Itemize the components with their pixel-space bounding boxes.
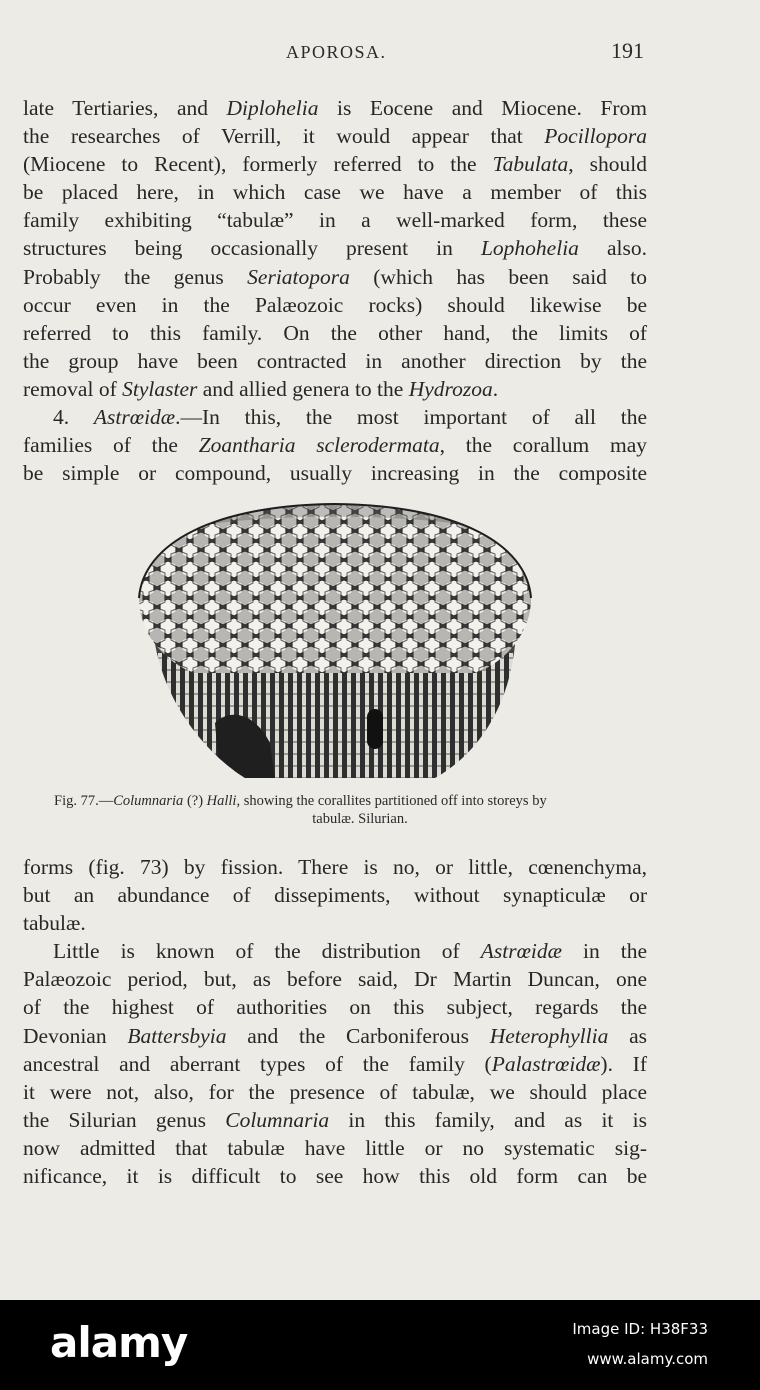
- italic-text: Halli: [206, 793, 237, 809]
- text-run: 4.: [53, 405, 94, 430]
- italic-text: Hydrozoa: [408, 376, 493, 401]
- italic-text: Stylaster: [122, 376, 198, 401]
- text-run: nificance, it is difficult to see how this old form can be: [23, 1164, 647, 1189]
- caption-line-2: [40, 810, 680, 828]
- italic-text: Tabulata: [492, 152, 569, 177]
- text-run: .: [492, 376, 499, 401]
- text-line: [23, 431, 647, 459]
- text-run: the group have been contracted in another direction by the: [23, 348, 647, 373]
- site-url-label: www.alamy.com: [587, 1350, 708, 1368]
- paragraph-block-bottom: [23, 853, 647, 1190]
- text-run: .—In this, the most important of all the: [175, 405, 647, 430]
- italic-text: Diplohelia: [226, 96, 319, 120]
- text-run: now admitted that tabulæ have little or no systematic sig-: [23, 1135, 647, 1160]
- text-run: family exhibiting “tabulæ” in a well-marked form, these: [23, 208, 647, 233]
- text-run: in this family, and as it is: [329, 1107, 647, 1132]
- text-line: [23, 881, 647, 909]
- text-run: Probably the genus: [23, 264, 248, 289]
- stock-watermark-bar: [0, 1300, 760, 1390]
- italic-text: Zoantharia sclerodermata: [198, 433, 440, 458]
- text-run: ). If: [600, 1051, 647, 1076]
- italic-text: Seriatopora: [247, 264, 350, 289]
- text-run: be placed here, in which case we have a member of this: [23, 180, 647, 205]
- italic-text: Palastrœidæ: [491, 1051, 601, 1076]
- running-head: APOROSA.: [286, 42, 387, 62]
- text-run: of the highest of authorities on this subject, regards the: [23, 995, 647, 1020]
- text-line: [23, 234, 647, 262]
- text-line: [23, 375, 647, 403]
- text-run: and the Carboniferous: [226, 1023, 490, 1048]
- text-line: [23, 965, 647, 993]
- text-run: (which has been said to: [349, 264, 648, 289]
- paragraph-block-top: [23, 94, 647, 487]
- text-run: , the corallum may: [439, 433, 647, 458]
- text-line: [23, 1022, 647, 1050]
- text-run: families of the: [23, 433, 199, 458]
- figure-caption: [40, 792, 680, 828]
- coral-illustration: [135, 503, 535, 783]
- text-run: in the: [561, 939, 647, 964]
- text-line: [23, 291, 647, 319]
- italic-text: Astrœidæ: [93, 405, 176, 430]
- text-run: occur even in the Palæozoic rocks) should likewise be: [23, 292, 647, 317]
- text-line: [23, 853, 647, 881]
- italic-text: Astrœidæ: [480, 939, 562, 964]
- text-run: and allied genera to the: [197, 376, 409, 401]
- italic-text: Battersbyia: [127, 1023, 227, 1048]
- text-run: structures being occasionally present in: [23, 236, 481, 261]
- text-line: [23, 178, 647, 206]
- text-run: , should: [568, 152, 648, 177]
- text-line: [23, 403, 647, 431]
- italic-text: Columnaria: [225, 1107, 330, 1132]
- text-run: is Eocene and Miocene. From: [318, 96, 647, 120]
- text-run: referred to this family. On the other hand, the limits of: [23, 320, 647, 345]
- text-run: (Miocene to Recent), formerly referred to the: [23, 152, 493, 177]
- text-line: [23, 993, 647, 1021]
- text-run: as: [608, 1023, 647, 1048]
- text-run: ancestral and aberrant types of the family (: [23, 1051, 492, 1076]
- text-line: [23, 94, 647, 122]
- text-line: [23, 319, 647, 347]
- text-run: the researches of Verrill, it would appear that: [23, 124, 545, 149]
- text-line: [23, 1106, 647, 1134]
- text-run: Devonian: [23, 1023, 128, 1048]
- text-line: [23, 122, 647, 150]
- text-line: [23, 1078, 647, 1106]
- text-run: tabulæ.: [23, 911, 86, 936]
- italic-text: Heterophyllia: [489, 1023, 609, 1048]
- text-run: Little is known of the distribution of: [53, 939, 481, 964]
- text-run: late Tertiaries, and: [23, 96, 227, 120]
- text-run: but an abundance of dissepiments, without synapticulæ or: [23, 883, 647, 908]
- text-run: removal of: [23, 376, 123, 401]
- page-header: [0, 38, 760, 68]
- text-line: [23, 263, 647, 291]
- alamy-logo: alamy: [50, 1318, 188, 1367]
- text-run: also.: [578, 236, 647, 261]
- text-line: [23, 1134, 647, 1162]
- text-line: [23, 937, 647, 965]
- text-line: [23, 150, 647, 178]
- text-run: (?): [183, 793, 207, 809]
- text-run: it were not, also, for the presence of tabulæ, we should place: [23, 1079, 647, 1104]
- text-line: [23, 1050, 647, 1078]
- text-run: the Silurian genus: [23, 1107, 226, 1132]
- text-line: [23, 1162, 647, 1190]
- text-line: [23, 459, 647, 487]
- text-run: , showing the corallites partitioned off into storeys by: [236, 793, 547, 809]
- italic-text: Pocillopora: [544, 124, 647, 149]
- text-line: [23, 206, 647, 234]
- italic-text: Columnaria: [113, 793, 184, 809]
- text-line: [23, 909, 647, 937]
- text-run: tabulæ. Silurian.: [312, 811, 408, 827]
- text-run: Palæozoic period, but, as before said, Dr Martin Duncan, one: [23, 967, 647, 992]
- image-id-label: Image ID: H38F33: [572, 1320, 708, 1338]
- text-run: Fig. 77.—: [54, 793, 114, 809]
- caption-line-1: [40, 792, 680, 810]
- text-run: be simple or compound, usually increasing in the composite: [23, 461, 647, 486]
- text-run: forms (fig. 73) by fission. There is no, or little, cœnenchyma,: [23, 855, 647, 879]
- page-number: 191: [611, 38, 644, 63]
- italic-text: Lophohelia: [480, 236, 579, 261]
- text-line: [23, 347, 647, 375]
